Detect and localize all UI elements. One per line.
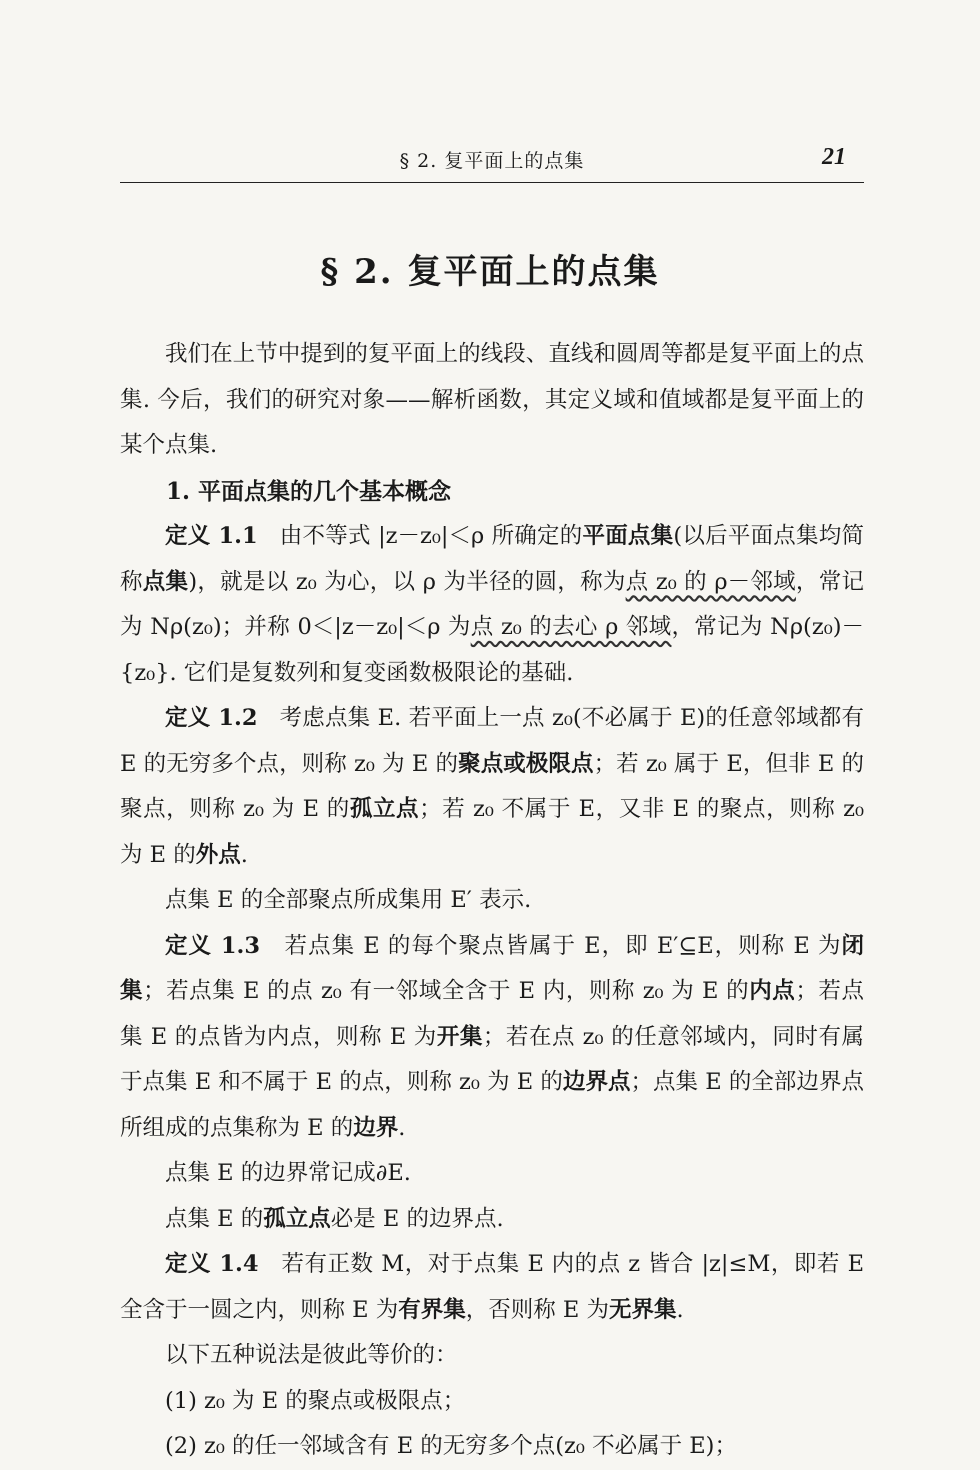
definition-text: ；若在点 z₀ 的任意邻域内，同时有属于点集 E 和不属于 E 的点，则称 z₀ 为 E 的 bbox=[120, 1023, 864, 1095]
term-bold: 有界集 bbox=[398, 1296, 466, 1323]
running-title: § 2. 复平面上的点集 bbox=[399, 150, 585, 172]
definition-text: ，常记为 N bbox=[671, 614, 790, 640]
definition-1-4 bbox=[120, 1242, 864, 1333]
definition-text: ρ(z₀)－{z₀}. 它们是复数列和复变函数极限论的基础. bbox=[120, 614, 864, 686]
term-bold: 无界集 bbox=[608, 1296, 677, 1323]
definition-label: 定义 1.3 bbox=[165, 932, 261, 959]
definition-text: ；点集 E 的全部边界点所组成的点集称为 E 的 bbox=[120, 1069, 864, 1141]
definition-text: )，就是以 z₀ 为心，以 ρ 为半径的圆，称为 bbox=[188, 568, 626, 595]
term-bold: 孤立点 bbox=[263, 1205, 331, 1232]
term-bold: 孤立点 bbox=[349, 796, 420, 822]
definition-text: ；若 z₀ 属于 E，但非 E 的聚点，则称 z₀ 为 E 的 bbox=[120, 750, 864, 822]
definition-text: . bbox=[398, 1114, 406, 1141]
intro-paragraph: 我们在上节中提到的复平面上的线段、直线和圆周等都是复平面上的点集. 今后，我们的研究对象——解析函数，其定义域和值域都是复平面上的某个点集. bbox=[120, 341, 864, 458]
term-bold: 边界点 bbox=[562, 1069, 631, 1095]
definition-text: ，常记为 N bbox=[120, 568, 864, 640]
equivalence-intro: 以下五种说法是彼此等价的： bbox=[165, 1342, 458, 1368]
term-bold: 边界 bbox=[353, 1114, 399, 1141]
term-bold: 平面点集 bbox=[582, 523, 674, 549]
definition-label: 定义 1.4 bbox=[165, 1251, 259, 1277]
definition-1-1 bbox=[120, 514, 864, 696]
page-number: 21 bbox=[822, 144, 846, 170]
definition-text: ；若点集 E 的点 z₀ 有一邻域全含于 E 内，则称 z₀ 为 E 的 bbox=[143, 978, 750, 1004]
definition-text: . bbox=[240, 841, 248, 868]
term-bold: 开集 bbox=[436, 1023, 483, 1050]
definition-text: 由不等式 |z－z₀|＜ρ 所确定的 bbox=[279, 523, 583, 549]
isolated-point-note bbox=[120, 1197, 864, 1243]
body-text bbox=[120, 332, 864, 1470]
definition-text: . bbox=[676, 1296, 684, 1323]
term-bold: 聚点或极限点 bbox=[458, 750, 594, 777]
term-bold: 点集 bbox=[142, 568, 189, 595]
list-item: (1) z₀ 为 E 的聚点或极限点； bbox=[165, 1387, 466, 1414]
section-title: § 2. 复平面上的点集 bbox=[320, 252, 660, 292]
term-bold: 闭集 bbox=[120, 932, 864, 1004]
subsection-title: 1. 平面点集的几个基本概念 bbox=[166, 477, 452, 505]
note-text: 点集 E 的 bbox=[165, 1205, 264, 1232]
definition-text: 若有正数 M，对于点集 E 内的点 z 皆合 |z|≤M，即若 E 全含于一圆之内，则称 E 为 bbox=[120, 1251, 864, 1323]
term-bold: 外点 bbox=[195, 841, 241, 868]
running-header bbox=[120, 138, 864, 183]
term-wavy: 点 z₀ 的 ρ－邻域 bbox=[625, 568, 796, 595]
definition-label: 定义 1.2 bbox=[165, 705, 258, 731]
definition-text: (以后平面点集均简称 bbox=[120, 523, 864, 595]
definition-1-2 bbox=[120, 696, 864, 878]
term-wavy: 点 z₀ 的去心 ρ 邻域 bbox=[470, 614, 672, 640]
term-bold: 内点 bbox=[749, 978, 796, 1004]
note-text: 必是 E 的边界点. bbox=[330, 1205, 504, 1232]
definition-text: 若点集 E 的每个聚点皆属于 E，即 E′⊆E，则称 E 为 bbox=[284, 932, 842, 959]
boundary-notation-paragraph: 点集 E 的边界常记成∂E. bbox=[165, 1160, 411, 1186]
derived-set-paragraph: 点集 E 的全部聚点所成集用 E′ 表示. bbox=[165, 887, 532, 913]
definition-label: 定义 1.1 bbox=[165, 523, 258, 549]
definition-text: 考虑点集 E. 若平面上一点 z₀(不必属于 E)的任意邻域都有 E 的无穷多个点，则称 z₀ 为 E 的 bbox=[120, 705, 864, 777]
definition-text: ，否则称 E 为 bbox=[465, 1296, 609, 1323]
definition-text: ρ(z₀)；并称 0＜|z－z₀|＜ρ 为 bbox=[169, 614, 471, 640]
list-item: (2) z₀ 的任一邻域含有 E 的无穷多个点(z₀ 不必属于 E)； bbox=[165, 1433, 737, 1459]
definition-1-3 bbox=[120, 924, 864, 1152]
definition-text: ；若点集 E 的点皆为内点，则称 E 为 bbox=[120, 978, 864, 1050]
definition-text: ；若 z₀ 不属于 E，又非 E 的聚点，则称 z₀ 为 E 的 bbox=[120, 796, 864, 868]
